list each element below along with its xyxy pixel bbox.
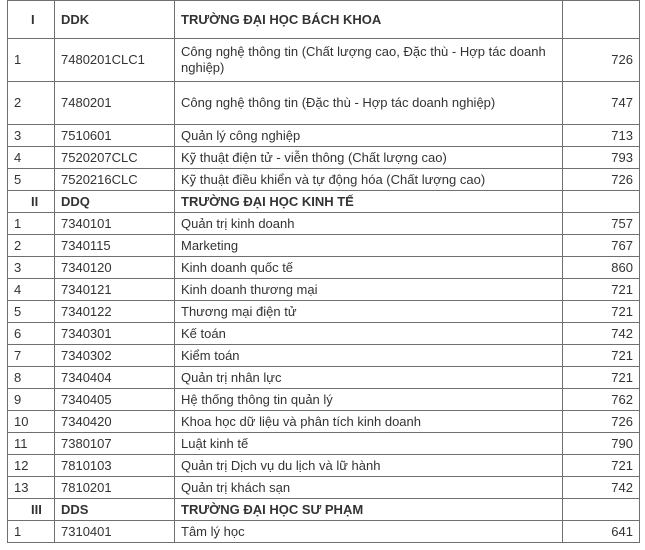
program-code-cell: 7340405: [55, 389, 175, 411]
program-name-cell: Quản lý công nghiệp: [175, 125, 563, 147]
table-row: [8, 521, 640, 543]
program-name-cell: Quản trị Dịch vụ du lịch và lữ hành: [175, 455, 563, 477]
table-row: [8, 301, 640, 323]
program-name-cell: Quản trị nhân lực: [175, 367, 563, 389]
table-row: [8, 213, 640, 235]
program-code-cell: 7340302: [55, 345, 175, 367]
program-name-cell: Kiểm toán: [175, 345, 563, 367]
program-name-cell: Marketing: [175, 235, 563, 257]
group-row-number-cell: II: [8, 191, 55, 213]
row-number-cell: 4: [8, 147, 55, 169]
group-cutoff-score-cell: [563, 191, 640, 213]
group-header-row: [8, 499, 640, 521]
program-code-cell: 7520207CLC: [55, 147, 175, 169]
row-number-cell: 11: [8, 433, 55, 455]
program-name-cell: Kỹ thuật điều khiển và tự động hóa (Chất lượng cao): [175, 169, 563, 191]
row-number-cell: 1: [8, 521, 55, 543]
table-row: [8, 433, 640, 455]
program-code-cell: 7520216CLC: [55, 169, 175, 191]
group-row-number-cell: III: [8, 499, 55, 521]
program-code-cell: 7480201CLC1: [55, 39, 175, 82]
cutoff-score-cell: 767: [563, 235, 640, 257]
table-row: [8, 345, 640, 367]
table-row: [8, 235, 640, 257]
cutoff-score-cell: 721: [563, 367, 640, 389]
row-number-cell: 1: [8, 213, 55, 235]
table-row: [8, 477, 640, 499]
program-code-cell: 7810201: [55, 477, 175, 499]
row-number-cell: 10: [8, 411, 55, 433]
program-name-cell: Quản trị kinh doanh: [175, 213, 563, 235]
row-number-cell: 5: [8, 301, 55, 323]
program-name-cell: Quản trị khách sạn: [175, 477, 563, 499]
program-name-cell: Kinh doanh thương mại: [175, 279, 563, 301]
row-number-cell: 3: [8, 125, 55, 147]
cutoff-score-cell: 747: [563, 82, 640, 125]
table-row: [8, 323, 640, 345]
program-name-cell: Kỹ thuật điện tử - viễn thông (Chất lượng cao): [175, 147, 563, 169]
program-name-cell: Công nghệ thông tin (Đặc thù - Hợp tác doanh nghiệp): [175, 82, 563, 125]
group-header-row: [8, 1, 640, 39]
cutoff-score-cell: 860: [563, 257, 640, 279]
row-number-cell: 1: [8, 39, 55, 82]
program-code-cell: 7340404: [55, 367, 175, 389]
program-code-cell: 7810103: [55, 455, 175, 477]
table-row: [8, 39, 640, 82]
group-program-name-cell: TRƯỜNG ĐẠI HỌC SƯ PHẠM: [175, 499, 563, 521]
program-code-cell: 7310401: [55, 521, 175, 543]
program-code-cell: 7340101: [55, 213, 175, 235]
row-number-cell: 2: [8, 235, 55, 257]
program-code-cell: 7340120: [55, 257, 175, 279]
admission-scores-table: [7, 0, 640, 543]
row-number-cell: 6: [8, 323, 55, 345]
program-name-cell: Hệ thống thông tin quản lý: [175, 389, 563, 411]
group-program-name-cell: TRƯỜNG ĐẠI HỌC BÁCH KHOA: [175, 1, 563, 39]
table-row: [8, 125, 640, 147]
program-code-cell: 7340121: [55, 279, 175, 301]
cutoff-score-cell: 742: [563, 477, 640, 499]
cutoff-score-cell: 742: [563, 323, 640, 345]
cutoff-score-cell: 726: [563, 169, 640, 191]
table-row: [8, 389, 640, 411]
program-code-cell: 7340420: [55, 411, 175, 433]
group-program-code-cell: DDS: [55, 499, 175, 521]
program-name-cell: Kế toán: [175, 323, 563, 345]
group-program-code-cell: DDK: [55, 1, 175, 39]
row-number-cell: 9: [8, 389, 55, 411]
row-number-cell: 2: [8, 82, 55, 125]
group-cutoff-score-cell: [563, 1, 640, 39]
program-name-cell: Khoa học dữ liệu và phân tích kinh doanh: [175, 411, 563, 433]
table-row: [8, 169, 640, 191]
program-name-cell: Tâm lý học: [175, 521, 563, 543]
program-code-cell: 7510601: [55, 125, 175, 147]
cutoff-score-cell: 641: [563, 521, 640, 543]
group-program-code-cell: DDQ: [55, 191, 175, 213]
table-row: [8, 411, 640, 433]
table-row: [8, 279, 640, 301]
row-number-cell: 12: [8, 455, 55, 477]
row-number-cell: 7: [8, 345, 55, 367]
program-name-cell: Công nghệ thông tin (Chất lượng cao, Đặc thù - Hợp tác doanh nghiệp): [175, 39, 563, 82]
cutoff-score-cell: 721: [563, 455, 640, 477]
table-body: [8, 1, 640, 543]
table-row: [8, 455, 640, 477]
group-header-row: [8, 191, 640, 213]
row-number-cell: 5: [8, 169, 55, 191]
program-code-cell: 7340122: [55, 301, 175, 323]
row-number-cell: 13: [8, 477, 55, 499]
cutoff-score-cell: 790: [563, 433, 640, 455]
table-row: [8, 82, 640, 125]
cutoff-score-cell: 713: [563, 125, 640, 147]
cutoff-score-cell: 721: [563, 279, 640, 301]
table-row: [8, 257, 640, 279]
cutoff-score-cell: 762: [563, 389, 640, 411]
group-row-number-cell: I: [8, 1, 55, 39]
table-row: [8, 367, 640, 389]
program-name-cell: Thương mại điện tử: [175, 301, 563, 323]
row-number-cell: 3: [8, 257, 55, 279]
row-number-cell: 8: [8, 367, 55, 389]
cutoff-score-cell: 793: [563, 147, 640, 169]
cutoff-score-cell: 721: [563, 345, 640, 367]
cutoff-score-cell: 721: [563, 301, 640, 323]
cutoff-score-cell: 757: [563, 213, 640, 235]
cutoff-score-cell: 726: [563, 39, 640, 82]
program-code-cell: 7480201: [55, 82, 175, 125]
program-name-cell: Luật kinh tế: [175, 433, 563, 455]
program-code-cell: 7380107: [55, 433, 175, 455]
group-program-name-cell: TRƯỜNG ĐẠI HỌC KINH TẾ: [175, 191, 563, 213]
row-number-cell: 4: [8, 279, 55, 301]
group-cutoff-score-cell: [563, 499, 640, 521]
program-name-cell: Kinh doanh quốc tế: [175, 257, 563, 279]
program-code-cell: 7340115: [55, 235, 175, 257]
program-code-cell: 7340301: [55, 323, 175, 345]
table-row: [8, 147, 640, 169]
cutoff-score-cell: 726: [563, 411, 640, 433]
